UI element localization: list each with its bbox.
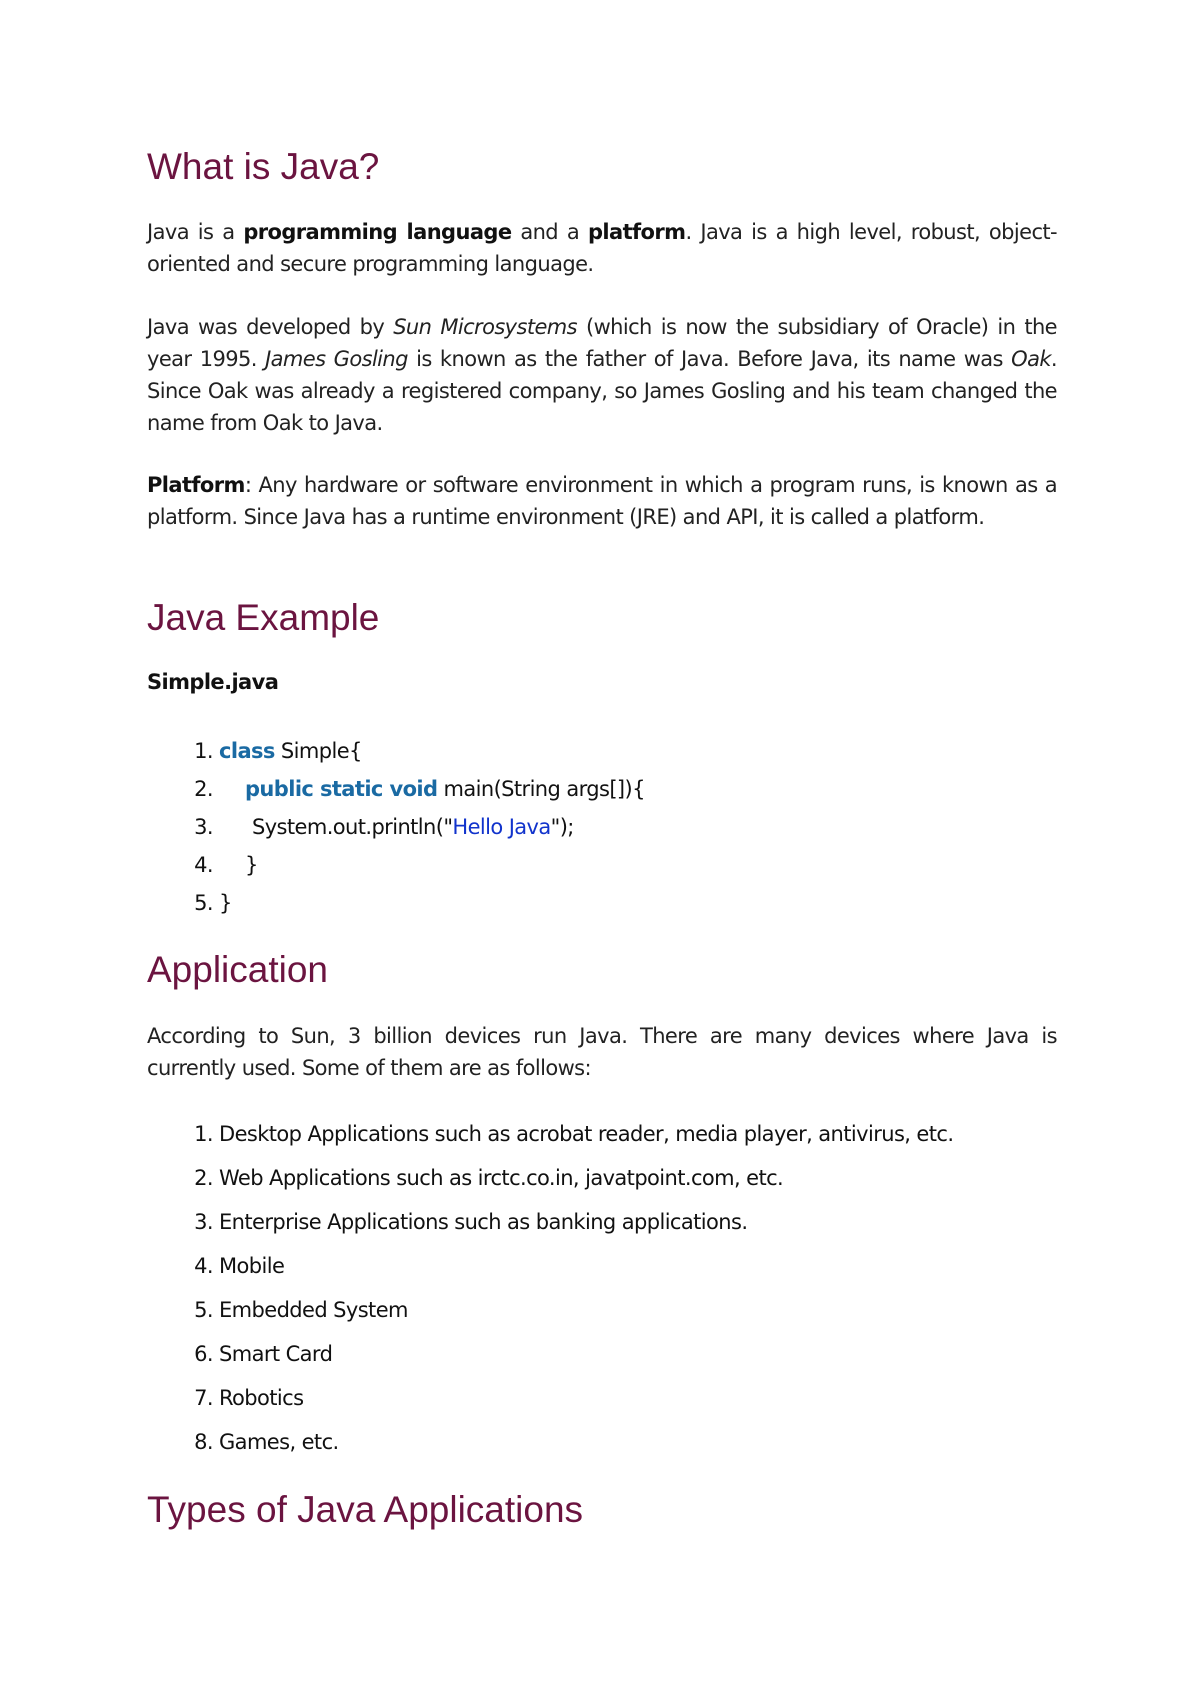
list-item-text: Embedded System (219, 1298, 408, 1322)
list-number: 2. (194, 1166, 213, 1190)
text-run: and a (511, 220, 588, 244)
paragraph-application-intro: According to Sun, 3 billion devices run Java. There are many devices where Java is currently used. Some of them are as follows: (147, 1024, 1057, 1080)
list-number: 4. (194, 1254, 213, 1278)
italic-oak: Oak (1011, 347, 1051, 371)
paragraph-platform-definition (147, 469, 1057, 533)
text-run: : Any hardware or software environment in which a program runs, is known as a platform. Since Java has a runtime environment (JRE) and API, it is called a platform. (147, 473, 1057, 529)
code-line (147, 732, 1057, 770)
list-item (147, 1420, 1057, 1464)
code-text (252, 808, 574, 846)
paragraph-java-history (147, 311, 1057, 439)
list-item (147, 1288, 1057, 1332)
code-line (147, 808, 1057, 846)
keyword: public static void (245, 777, 438, 801)
line-number: 2. (194, 777, 213, 801)
heading-application: Application (147, 949, 329, 990)
list-number: 5. (194, 1298, 213, 1322)
code-fragment: System.out.println(" (252, 815, 453, 839)
list-number: 1. (194, 1122, 213, 1146)
list-item-text: Web Applications such as irctc.co.in, javatpoint.com, etc. (219, 1166, 784, 1190)
code-text: } (245, 853, 258, 877)
list-number: 7. (194, 1386, 213, 1410)
bold-term-platform: platform (587, 220, 686, 244)
text-run: Java is a (147, 220, 244, 244)
list-item-text: Smart Card (219, 1342, 333, 1366)
list-number: 6. (194, 1342, 213, 1366)
code-fragment: "); (550, 815, 574, 839)
italic-james-gosling: James Gosling (265, 347, 408, 371)
code-line (147, 770, 1057, 808)
list-item (147, 1244, 1057, 1288)
text-run: . Since Oak was already a registered company, so James Gosling and his team changed the name from Oak to Java. (147, 347, 1057, 435)
list-item-text: Mobile (219, 1254, 285, 1278)
list-item-text: Enterprise Applications such as banking applications. (219, 1210, 748, 1234)
italic-sun-microsystems: Sun Microsystems (393, 315, 577, 339)
list-item (147, 1112, 1057, 1156)
application-list (147, 1112, 1057, 1464)
list-item-text: Robotics (219, 1386, 304, 1410)
heading-types-of-java-applications: Types of Java Applications (147, 1489, 584, 1530)
line-number: 3. (194, 815, 213, 839)
heading-what-is-java: What is Java? (147, 146, 380, 187)
heading-java-example: Java Example (147, 597, 380, 638)
code-text: } (219, 891, 232, 915)
code-text (245, 770, 645, 808)
text-run: . Java is a high level, robust, object-oriented and secure programming language. (147, 220, 1057, 276)
text-run: Java was developed by (147, 315, 394, 339)
keyword: class (219, 739, 275, 763)
string-literal: Hello Java (452, 815, 551, 839)
bold-term-programming-language: programming language (243, 220, 512, 244)
list-number: 8. (194, 1430, 213, 1454)
list-item-text: Desktop Applications such as acrobat reader, media player, antivirus, etc. (219, 1122, 954, 1146)
code-filename: Simple.java (147, 670, 279, 694)
code-text (219, 732, 362, 770)
list-item-text: Games, etc. (219, 1430, 339, 1454)
code-line (147, 884, 1057, 922)
list-item (147, 1156, 1057, 1200)
list-item (147, 1376, 1057, 1420)
code-fragment: Simple{ (274, 739, 362, 763)
paragraph-java-definition (147, 216, 1057, 280)
text-run: (which is now the subsidiary of Oracle) in the year 1995. (147, 315, 1057, 371)
line-number: 5. (194, 891, 213, 915)
text-run: is known as the father of Java. Before Java, its name was (407, 347, 1012, 371)
list-number: 3. (194, 1210, 213, 1234)
line-number: 1. (194, 739, 213, 763)
line-number: 4. (194, 853, 213, 877)
code-fragment: main(String args[]){ (437, 777, 645, 801)
code-line (147, 846, 1057, 884)
list-item (147, 1332, 1057, 1376)
code-listing (147, 732, 1057, 922)
list-item (147, 1200, 1057, 1244)
bold-term-platform-label: Platform (147, 473, 245, 497)
